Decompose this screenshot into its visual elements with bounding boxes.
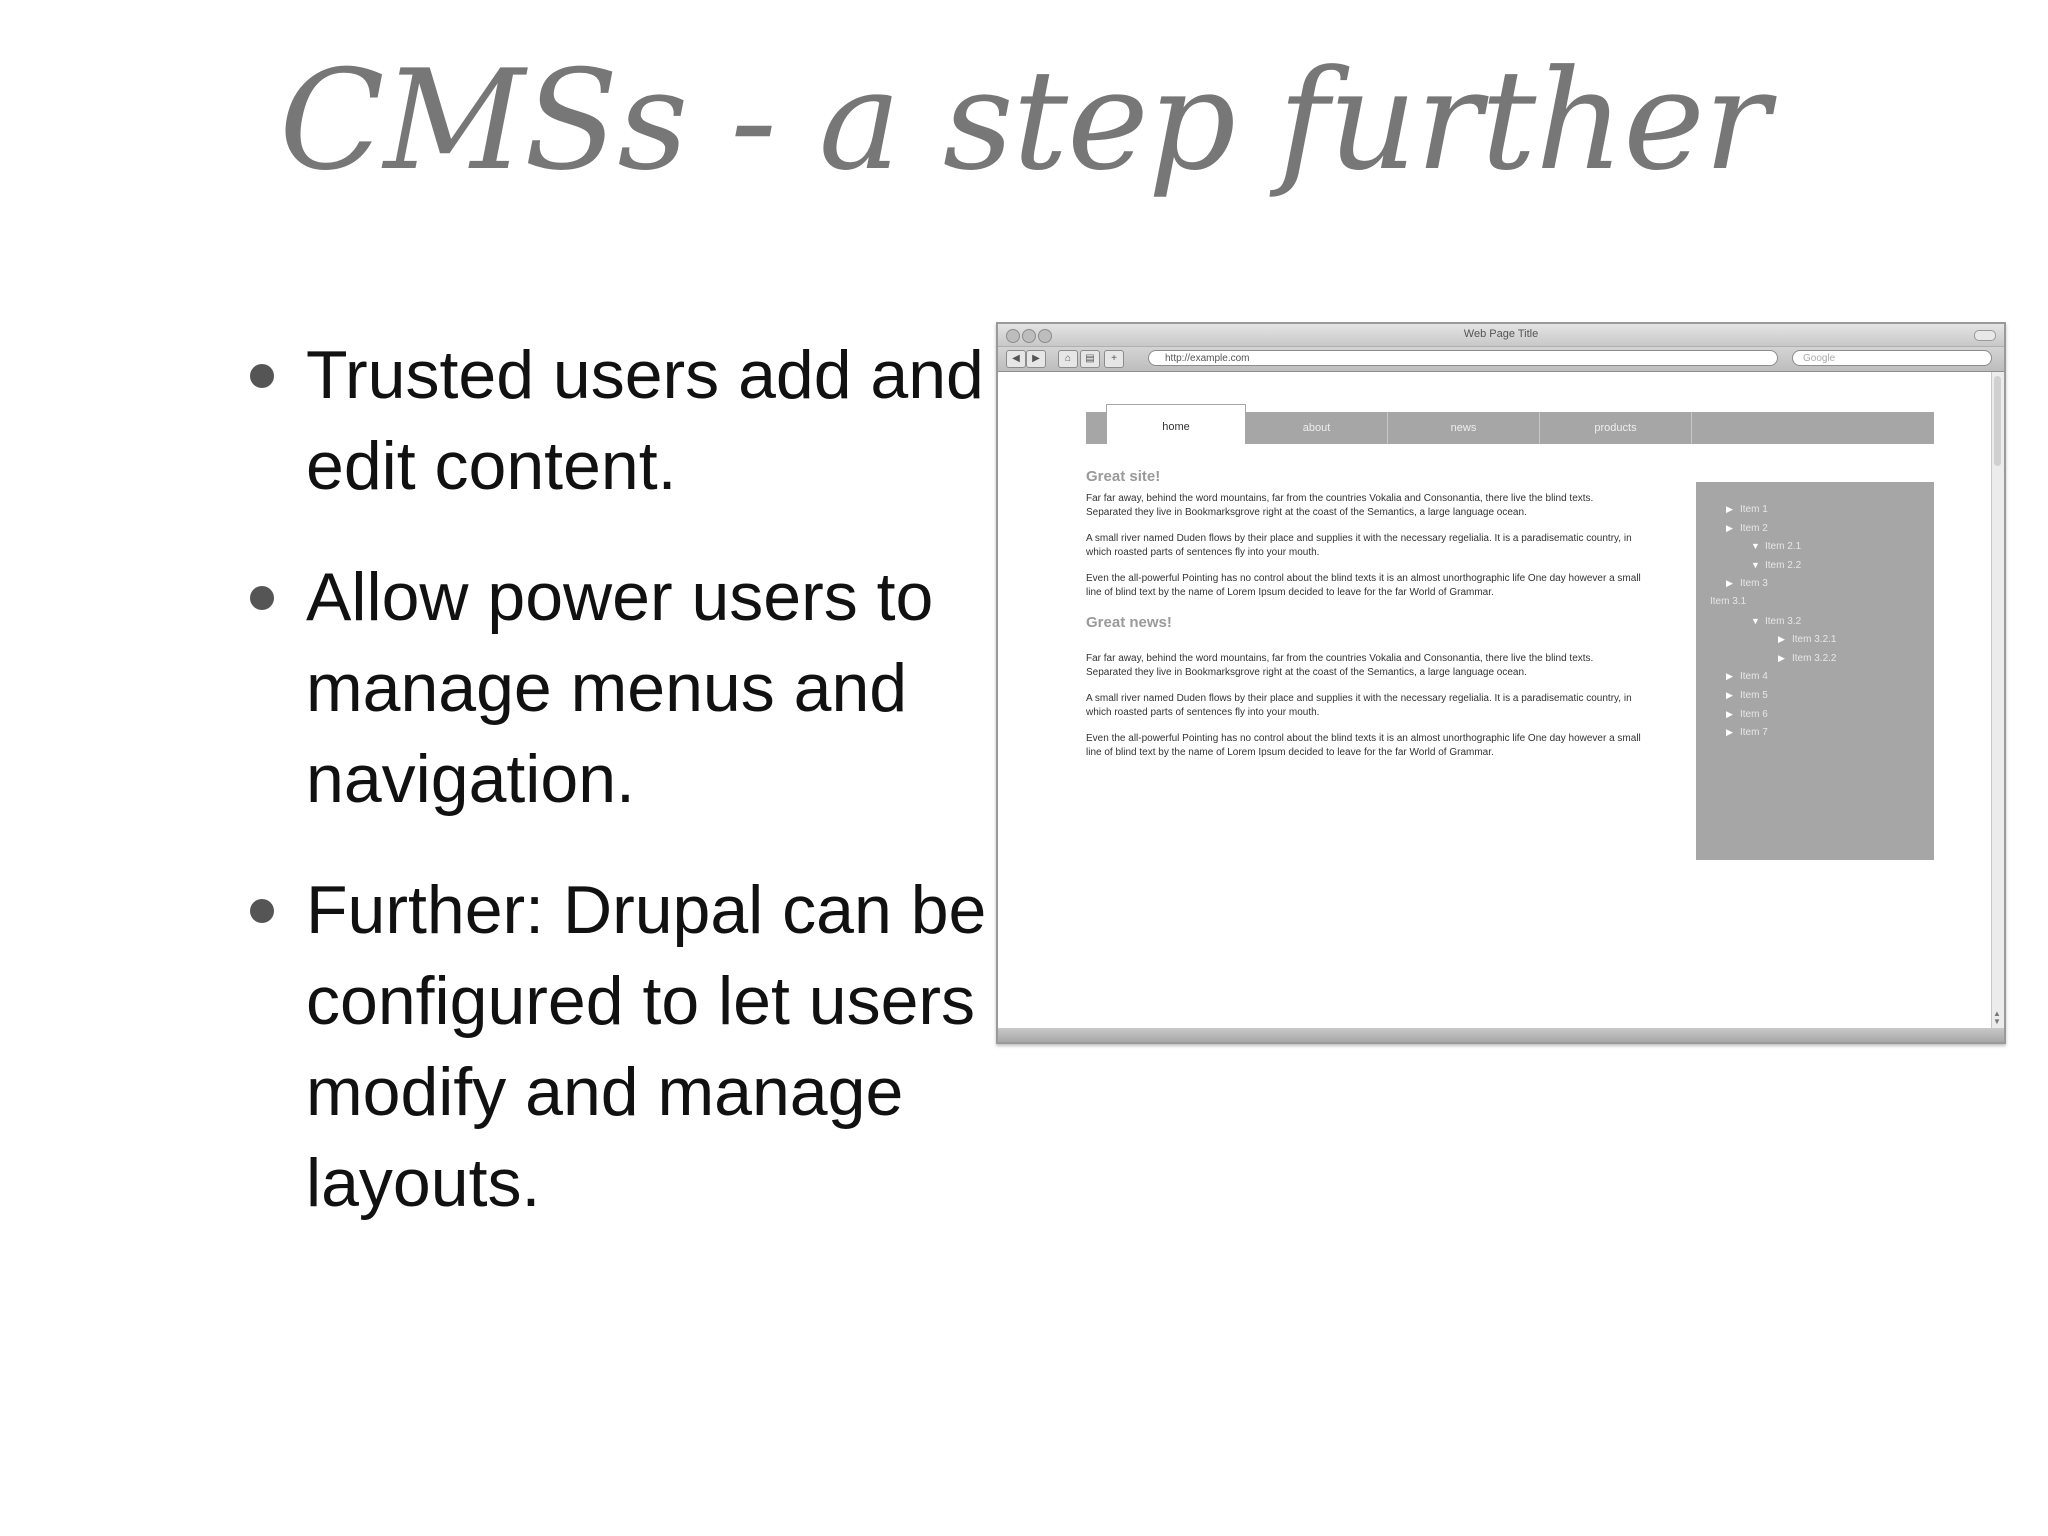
content-paragraph: A small river named Duden flows by their place and supplies it with the necessary regelialia. It is a paradisematic country, in which roasted parts of sentences fly into your mouth. xyxy=(1086,533,1632,558)
collapsed-arrow-icon[interactable]: ▶ xyxy=(1726,504,1733,514)
menu-item[interactable] xyxy=(1696,574,1934,593)
add-bookmark-icon[interactable]: + xyxy=(1104,350,1124,368)
tab-about[interactable]: about xyxy=(1246,412,1388,444)
content-heading: Great site! xyxy=(1086,468,1161,485)
content-paragraph: Far far away, behind the word mountains, far from the countries Vokalia and Consonantia, there live the blind texts. Separated they live in Bookmarksgrove right at the coast of the Semantics, a large language ocean. xyxy=(1086,653,1594,678)
menu-item-label: Item 1 xyxy=(1740,504,1768,515)
collapsed-arrow-icon[interactable]: ▶ xyxy=(1726,522,1733,533)
expanded-arrow-icon[interactable]: ▼ xyxy=(1751,615,1760,626)
menu-item[interactable] xyxy=(1696,612,1934,631)
browser-titlebar xyxy=(998,324,2004,347)
address-bar[interactable]: http://example.com xyxy=(1148,350,1778,366)
menu-item-label: Item 2 xyxy=(1740,522,1768,534)
menu-item[interactable] xyxy=(1696,667,1934,686)
bullet-dot-icon xyxy=(250,586,274,610)
bullet-item xyxy=(250,552,990,825)
page-viewport xyxy=(998,372,1992,1028)
menu-item[interactable] xyxy=(1696,630,1934,649)
menu-item[interactable] xyxy=(1696,556,1934,575)
content-paragraph: Even the all-powerful Pointing has no control about the blind texts it is an almost unorthographic life One day however a small line of blind text by the name of Lorem Ipsum decided to leave for the far World of Grammar. xyxy=(1086,573,1641,598)
search-input[interactable]: Google xyxy=(1792,350,1992,366)
bullet-text: Trusted users add and edit content. xyxy=(306,337,984,504)
collapsed-arrow-icon[interactable]: ▶ xyxy=(1778,652,1785,663)
slide-title: CMSs - a step further xyxy=(279,40,1769,201)
menu-item-label: Item 3.2.2 xyxy=(1792,652,1837,664)
scroll-arrows-icon[interactable]: ▲ ▼ xyxy=(1993,1009,2001,1026)
page-content xyxy=(1086,470,1641,772)
scroll-thumb[interactable] xyxy=(1994,376,2001,466)
bullet-item xyxy=(250,330,990,512)
menu-item-label: Item 2.1 xyxy=(1765,541,1802,553)
content-paragraph: A small river named Duden flows by their place and supplies it with the necessary regelialia. It is a paradisematic country, in which roasted parts of sentences fly into your mouth. xyxy=(1086,693,1632,718)
vertical-scrollbar[interactable] xyxy=(1991,372,2004,1028)
content-paragraph: Far far away, behind the word mountains, far from the countries Vokalia and Consonantia, there live the blind texts. Separated they live in Bookmarksgrove right at the coast of the Semantics, a large language ocean. xyxy=(1086,493,1594,518)
site-nav xyxy=(1086,412,1934,444)
bullet-text: Further: Drupal can be configured to let users modify and manage layouts. xyxy=(306,872,987,1221)
bullet-text: Allow power users to manage menus and navigation. xyxy=(306,559,934,817)
menu-item-label: Item 6 xyxy=(1740,708,1768,720)
sidebar-menu xyxy=(1696,482,1934,860)
back-icon[interactable]: ◀ xyxy=(1006,350,1026,368)
browser-toolbar xyxy=(998,347,2004,372)
menu-item[interactable] xyxy=(1696,705,1934,724)
menu-item-label: Item 2.2 xyxy=(1765,559,1802,571)
bullet-dot-icon xyxy=(250,899,274,923)
collapsed-arrow-icon[interactable]: ▶ xyxy=(1726,727,1733,738)
collapsed-arrow-icon[interactable]: ▶ xyxy=(1726,578,1733,589)
tab-news[interactable]: news xyxy=(1388,412,1540,444)
menu-item-label: Item 5 xyxy=(1740,689,1768,701)
content-heading: Great news! xyxy=(1086,614,1172,631)
print-icon[interactable]: ▤ xyxy=(1080,350,1100,368)
forward-icon[interactable]: ▶ xyxy=(1026,350,1046,368)
bullet-item xyxy=(250,865,990,1229)
collapsed-arrow-icon[interactable]: ▶ xyxy=(1726,671,1733,682)
menu-item-label: Item 4 xyxy=(1740,671,1768,683)
bullet-list xyxy=(250,330,990,1269)
expanded-arrow-icon[interactable]: ▼ xyxy=(1751,541,1760,552)
collapsed-arrow-icon[interactable]: ▶ xyxy=(1778,634,1785,645)
window-title: Web Page Title xyxy=(1463,328,1539,340)
content-paragraph: Even the all-powerful Pointing has no control about the blind texts it is an almost unorthographic life One day however a small line of blind text by the name of Lorem Ipsum decided to leave for the far World of Grammar. xyxy=(1086,733,1641,758)
collapsed-arrow-icon[interactable]: ▶ xyxy=(1726,689,1733,700)
browser-mockup xyxy=(996,322,2006,1044)
home-icon[interactable]: ⌂ xyxy=(1058,350,1078,368)
menu-item[interactable] xyxy=(1696,500,1934,519)
menu-item[interactable] xyxy=(1696,593,1934,612)
menu-item-label: Item 3.2.1 xyxy=(1792,634,1837,646)
menu-item-label: Item 3 xyxy=(1740,578,1768,590)
status-bar xyxy=(998,1028,2004,1042)
menu-item[interactable] xyxy=(1696,519,1934,538)
menu-list xyxy=(1696,482,1934,742)
menu-item[interactable] xyxy=(1696,537,1934,556)
menu-item-label: Item 7 xyxy=(1740,727,1768,739)
tab-products[interactable]: products xyxy=(1540,412,1692,444)
menu-item-label: Item 3.1 xyxy=(1710,595,1747,607)
menu-item[interactable] xyxy=(1696,723,1934,742)
menu-item[interactable] xyxy=(1696,686,1934,705)
collapsed-arrow-icon[interactable]: ▶ xyxy=(1726,708,1733,719)
menu-item[interactable] xyxy=(1696,649,1934,668)
toolbar-toggle-icon[interactable] xyxy=(1974,330,1996,341)
expanded-arrow-icon[interactable]: ▼ xyxy=(1751,559,1760,570)
bullet-dot-icon xyxy=(250,364,274,388)
tab-home[interactable]: home xyxy=(1106,404,1246,444)
menu-item-label: Item 3.2 xyxy=(1765,615,1802,627)
